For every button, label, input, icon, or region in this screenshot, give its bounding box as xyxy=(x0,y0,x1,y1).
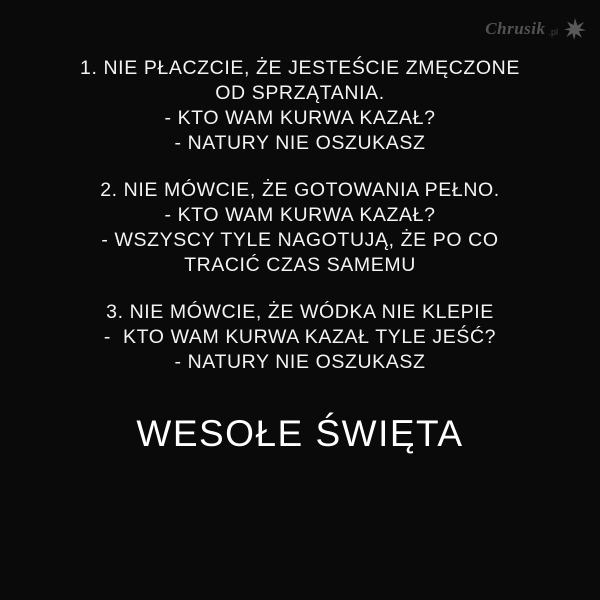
watermark xyxy=(485,18,586,40)
meme-line: TRACIĆ CZAS SAMEMU xyxy=(184,254,416,276)
star-burst-icon xyxy=(564,18,586,40)
meme-line: 1. NIE PŁACZCIE, ŻE JESTEŚCIE ZMĘCZONE xyxy=(80,57,520,79)
meme-line: 2. NIE MÓWCIE, ŻE GOTOWANIA PEŁNO. xyxy=(100,179,500,201)
meme-line: OD SPRZĄTANIA. xyxy=(215,82,385,104)
meme-line: - KTO WAM KURWA KAZAŁ? xyxy=(164,107,436,129)
greeting-text: WESOŁE ŚWIĘTA xyxy=(136,413,464,454)
meme-line: 3. NIE MÓWCIE, ŻE WÓDKA NIE KLEPIE xyxy=(106,301,494,323)
watermark-suffix: .pl xyxy=(548,27,558,37)
stanza-2 xyxy=(0,178,600,278)
meme-line: - KTO WAM KURWA KAZAŁ TYLE JEŚĆ? xyxy=(103,326,497,348)
watermark-text: Chrusik xyxy=(485,19,546,38)
meme-line: - KTO WAM KURWA KAZAŁ? xyxy=(164,204,436,226)
meme-text-block xyxy=(0,56,600,455)
meme-line: - NATURY NIE OSZUKASZ xyxy=(174,132,426,154)
stanza-3 xyxy=(0,300,600,375)
stanza-1 xyxy=(0,56,600,156)
meme-line: - NATURY NIE OSZUKASZ xyxy=(174,351,426,373)
meme-line: - WSZYSCY TYLE NAGOTUJĄ, ŻE PO CO xyxy=(101,229,499,251)
